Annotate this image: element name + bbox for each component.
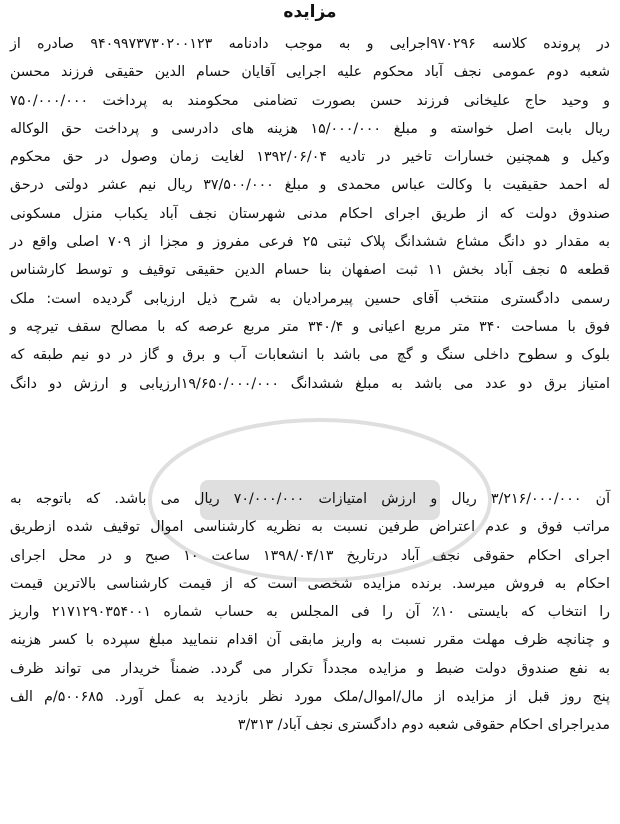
text-line: ریال بابت اصل خواسته و مبلغ ۱۵/۰۰۰/۰۰۰ هزینه های دادرسی و پرداخت حق الوکاله xyxy=(10,120,611,137)
text-line: له احمد حقیقیت با وکالت عباس محمدی و مبلغ ۳۷/۵۰۰/۰۰۰ ریال نیم عشر دولتی درحق xyxy=(10,177,610,194)
text-line: امتیاز برق دو عدد می باشد به مبلغ ششدانگ ۱۹/۶۵۰/۰۰۰/۰۰۰ارزیابی و ارزش دو دانگ xyxy=(10,375,610,392)
text-line: بلوک و سطوح داخلی سنگ و گچ می باشد با انشعابات آب و برق و گاز در دو نیم طبقه که xyxy=(10,347,610,364)
text-line: در پرونده کلاسه ۹۷۰۲۹۶اجرایی و به موجب دادنامه ۹۴۰۹۹۷۳۷۳۰۲۰۰۱۲۳ صادره از xyxy=(10,36,610,52)
text-line: وکیل و همچنین خسارات تاخیر در تادیه ۱۳۹۲/۰۶/۰۴ لغایت زمان وصول در حق محکوم xyxy=(10,149,610,166)
text-line: به مقدار دو دانگ مشاع ششدانگ پلاک ثبتی ۲۵ فرعی مفروز و مجزا از ۷۰۹ اصلی واقع در xyxy=(10,234,610,251)
text-line: مراتب فوق و عدم اعتراض طرفین نسبت به نظریه کارشناسی اموال توقیف شده ازطریق xyxy=(10,519,610,536)
text-line: را انتخاب که بایستی ۱۰٪ آن را فی المجلس به حساب شماره ۲۱۷۱۲۹۰۳۵۴۰۰۱ واریز xyxy=(10,604,611,621)
paragraph-continued xyxy=(10,485,610,740)
page-title: مزایده xyxy=(283,2,337,22)
text-line: و وحید حاج علیخانی فرزند حسن بصورت تضامنی محکومند به پرداخت ۷۵۰/۰۰۰/۰۰۰ xyxy=(10,92,610,109)
text-line: و چنانچه ظرف مهلت مقرر نسبت به واریز مابقی آن اقدام ننمایید مبلغ سپرده با کسر هزینه xyxy=(10,632,610,649)
text-line: آن ۳/۲۱۶/۰۰۰/۰۰۰ ریال و ارزش امتیازات ۷۰/۰۰۰/۰۰۰ ریال می باشد. که باتوجه به xyxy=(10,491,611,507)
text-line: پنج روز قبل از مزایده از مال/اموال/ملک مورد نظر بازدید به عمل آورد. ۵۰۰۶۸۵/م الف xyxy=(10,689,610,706)
paragraph-main xyxy=(10,30,610,398)
text-line: اجرای احکام حقوقی نجف آباد درتاریخ ۱۳۹۸/۰۴/۱۳ ساعت ۱۰ صبح و در محل اجرای xyxy=(10,547,610,564)
text-line: شعبه دوم عمومی نجف آباد محکوم علیه اجرایی آقایان حسام الدین حقیقی فرزند محسن xyxy=(10,64,610,81)
text-line: رسمی دادگستری منتخب آقای حسین پیرمرادیان به شرح ذیل ارزیابی گردیده است: ملک xyxy=(10,290,610,307)
text-line: قطعه ۵ نجف آباد بخش ۱۱ ثبت اصفهان بنا حسام الدین حقیقی توقیف و توسط کارشناس xyxy=(10,262,611,279)
text-line: فوق با مساحت ۳۴۰ متر مربع اعیانی و ۳۴۰/۴ متر مربع عرصه که با مصالح سقف تیرچه و xyxy=(10,318,611,335)
text-line: به نفع صندوق دولت ضبط و مزایده مجدداً تکرار می گردد. ضمناً خریدار می تواند ظرف xyxy=(10,660,610,677)
signature-line: مدیراجرای احکام حقوقی شعبه دوم دادگستری نجف آباد/ ۳/۳۱۳ xyxy=(237,717,610,734)
text-line: صندوق دولت که از طریق اجرای احکام مدنی شهرستان نجف آباد یکباب منزل مسکونی xyxy=(10,205,610,222)
text-line: احکام به فروش میرسد. برنده مزایده شخصی است که از قیمت کارشناسی بالاترین قیمت xyxy=(10,575,610,592)
